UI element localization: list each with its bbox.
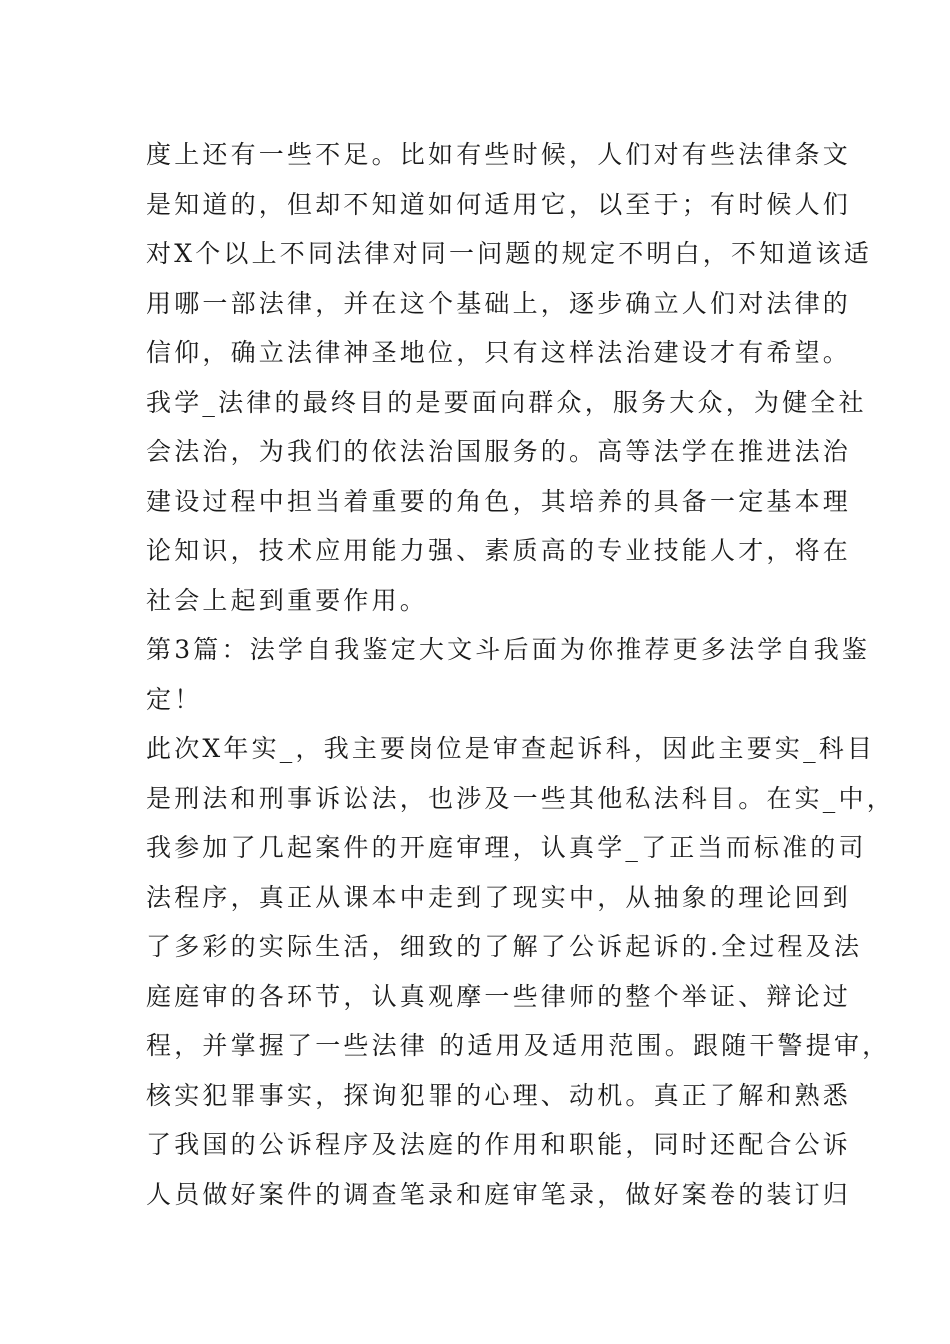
text-line: 用哪一部法律，并在这个基础上，逐步确立人们对法律的 — [146, 288, 852, 318]
text-line: 对X个以上不同法律对同一问题的规定不明白，不知道该适 — [146, 239, 873, 268]
text-line: 是刑法和刑事诉讼法，也涉及一些其他私法科目。在实_中， — [146, 783, 895, 813]
text-line: 法程序，真正从课本中走到了现实中，从抽象的理论回到 — [146, 882, 852, 912]
text-line: 庭庭审的各环节，认真观摩一些律师的整个举证、辩论过 — [146, 981, 852, 1011]
text-line: 度上还有一些不足。比如有些时候，人们对有些法律条文 — [146, 140, 852, 169]
text-line: 建设过程中担当着重要的角色，其培养的具备一定基本理 — [146, 486, 852, 516]
text-line: 程，并掌握了一些法律 的适用及适用范围。跟随干警提审， — [146, 1031, 891, 1060]
text-line: 我参加了几起案件的开庭审理，认真学_了正当而标准的司 — [146, 833, 867, 862]
text-line: 论知识，技术应用能力强、素质高的专业技能人才，将在 — [146, 536, 852, 565]
text-line: 了多彩的实际生活，细致的了解了公诉起诉的.全过程及法 — [146, 932, 863, 961]
text-line: 是知道的，但却不知道如何适用它，以至于；有时候人们 — [146, 189, 852, 219]
text-line: 人员做好案件的调查笔录和庭审笔录，做好案卷的装订归 — [146, 1179, 852, 1209]
paragraph-start-line: 此次X年实_，我主要岗位是审查起诉科，因此主要实_科目 — [146, 734, 876, 763]
text-line: 社会上起到重要作用。 — [146, 585, 429, 615]
text-line: 了我国的公诉程序及法庭的作用和职能，同时还配合公诉 — [146, 1130, 852, 1159]
text-line: 会法治，为我们的依法治国服务的。高等法学在推进法治 — [146, 437, 852, 466]
section-heading-line: 第3篇：法学自我鉴定大文斗后面为你推荐更多法学自我鉴 — [146, 635, 871, 664]
text-line: 核实犯罪事实，探询犯罪的心理、动机。真正了解和熟悉 — [146, 1080, 852, 1110]
body-text — [146, 130, 895, 1219]
paragraph-start-line: 我学_法律的最终目的是要面向群众，服务大众，为健全社 — [146, 387, 867, 417]
text-line: 信仰，确立法律神圣地位，只有这样法治建设才有希望。 — [146, 338, 852, 367]
section-heading-line: 定！ — [146, 684, 203, 714]
